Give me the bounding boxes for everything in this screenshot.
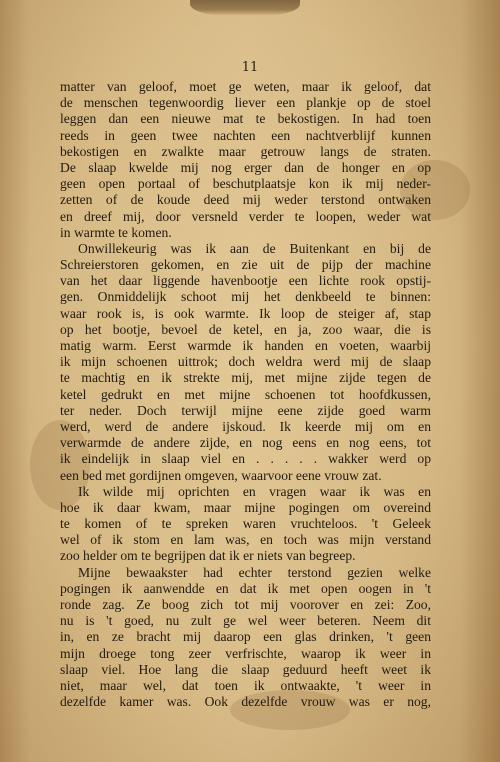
text-line: Schreierstoren gekomen, en zie uit de pijp der machine xyxy=(60,257,431,273)
text-line: een bed met gordijnen omgeven, waarvoor eene vrouw zat. xyxy=(60,467,382,483)
page-number: 11 xyxy=(241,60,259,75)
text-line: wel of ik stom en lam was, en toch was mijn verstand xyxy=(60,532,431,548)
body-text xyxy=(60,79,431,710)
text-line: geen open portaal of beschutplaatsje kon ik mij neder- xyxy=(60,176,431,192)
text-line: op het bootje, bevoel de ketel, en ja, zoo waar, die is xyxy=(60,321,431,337)
text-line: verwarmde de andere zijde, en nog eens en nog eens, tot xyxy=(60,435,431,451)
text-line: ketel gedrukt en met mijne schoenen tot hoofdkussen, xyxy=(60,386,431,402)
text-line: van het daar liggende havenbootje een lichte rook opstij- xyxy=(60,273,431,289)
text-line: dezelfde kamer was. Ook dezelfde vrouw was er nog, xyxy=(60,694,431,710)
text-line: ter neder. Doch terwijl mijne eene zijde goed warm xyxy=(60,402,431,418)
text-line: te machtig en ik strekte mij, met mijne zijde tegen de xyxy=(60,370,431,386)
text-line: werd, werd de andere ijskoud. Ik keerde mij om en xyxy=(60,418,431,434)
page-tear xyxy=(190,0,300,16)
text-line: gen. Onmiddelijk schoot mij het denkbeeld te binnen: xyxy=(60,289,431,305)
text-line: reeds in geen twee nachten een nachtverblijf kunnen xyxy=(60,127,431,143)
text-line: hoe ik daar kwam, maar mijne pogingen om overeind xyxy=(60,499,431,515)
text-line: niet, maar wel, dat toen ik ontwaakte, 't weer in xyxy=(60,677,431,693)
text-line: de menschen tegenwoordig liever een plankje op de stoel xyxy=(60,95,431,111)
text-line: ik mijn schoenen uittrok; doch weldra werd mij de slaap xyxy=(60,354,431,370)
text-line: De slaap kwelde mij nog erger dan de honger en op xyxy=(60,159,431,175)
text-line: mijn droege tong zeer verfrischte, waarop ik weer in xyxy=(60,645,431,661)
text-line: Ik wilde mij oprichten en vragen waar ik was en xyxy=(78,483,431,499)
text-line: waar rook is, is ook warmte. Ik loop de steiger af, stap xyxy=(60,305,431,321)
text-line: te komen of te spreken waren vruchteloos. 't Geleek xyxy=(60,516,431,532)
text-line: slaap viel. Hoe lang die slaap geduurd heeft weet ik xyxy=(60,661,431,677)
text-line: ronde zag. Ze boog zich tot mij voorover en zei: Zoo, xyxy=(60,597,431,612)
text-line: zetten of de koude deed mij weder terstond ontwaken xyxy=(60,192,431,208)
text-line: bekostigen en zwalkte maar getrouw langs de straten. xyxy=(60,143,431,159)
text-line: in warmte te komen. xyxy=(60,224,172,240)
text-line: Mijne bewaakster had echter terstond gezien welke xyxy=(78,564,431,580)
text-line: en dreef mij, door versneld verder te loopen, weder wat xyxy=(60,208,431,224)
text-line: nu is 't goed, nu zult ge wel weer beteren. Neem dit xyxy=(60,613,431,629)
text-line: Onwillekeurig was ik aan de Buitenkant en bij de xyxy=(78,240,431,256)
text-line: matig warm. Eerst warmde ik handen en voeten, waarbij xyxy=(60,338,431,353)
text-line: ik eindelijk in slaap viel en . . . . . wakker werd op xyxy=(60,451,431,467)
text-line: matter van geloof, moet ge weten, maar ik geloof, dat xyxy=(60,79,431,94)
text-line: leggen dan een nieuwe mat te bekostigen. In had toen xyxy=(60,111,431,127)
text-line: zoo helder om te begrijpen dat ik er niets van begreep. xyxy=(60,548,356,564)
text-line: pogingen ik aanwendde en dat ik met open oogen in 't xyxy=(60,580,431,596)
text-line: in, en ze bracht mij daarop een glas drinken, 't geen xyxy=(60,629,431,645)
